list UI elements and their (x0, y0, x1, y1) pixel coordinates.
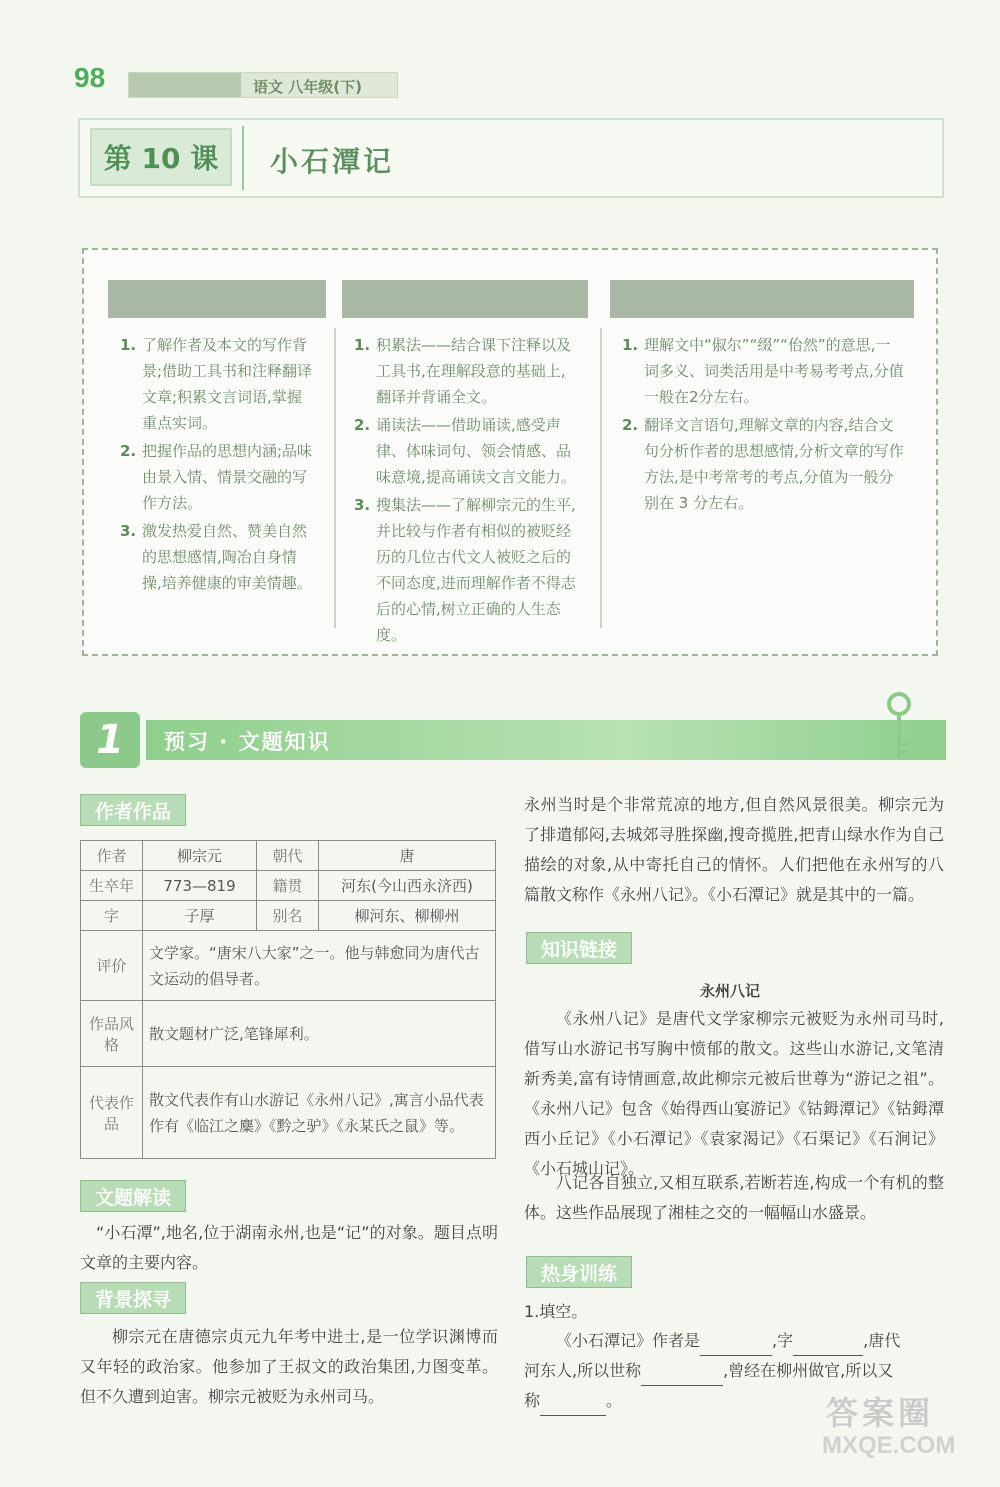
table-row (81, 841, 496, 871)
lesson-header (78, 118, 944, 198)
column-divider (600, 328, 602, 628)
page-number: 98 (74, 62, 106, 93)
column-divider (334, 328, 336, 628)
goal-number: 1. (354, 336, 371, 354)
question-line (524, 1326, 900, 1356)
goal-text: 了解作者及本文的写作背景;借助工具书和注释翻译文章;积累文言词语,掌握重点实词。 (142, 336, 313, 432)
question-text: ,曾经在柳州做官,所以又 (723, 1361, 894, 1380)
title-reading-tag: 文题解读 (80, 1180, 186, 1212)
goal-text: 翻译文言语句,理解文章的内容,结合文句分析作者的思想感情,分析文章的写作方法,是中考常考的考点,分值为一般分别在 3 分左右。 (644, 416, 904, 512)
table-cell: 作者 (81, 841, 143, 871)
goal-item (354, 332, 578, 410)
table-cell: 柳宗元 (143, 841, 257, 871)
background-tag: 背景探寻 (80, 1282, 186, 1314)
goals-column-1 (108, 280, 326, 630)
goal-text: 激发热爱自然、赞美自然的思想感情,陶冶自身情操,培养健康的审美情趣。 (142, 522, 312, 592)
section-number: 1 (80, 712, 140, 768)
header-bar (128, 72, 398, 98)
goal-number: 3. (354, 496, 371, 514)
answer-blank[interactable] (641, 1368, 723, 1386)
table-cell: 河东(今山西永济西) (319, 871, 496, 901)
table-cell: 评价 (81, 931, 143, 1001)
table-cell: 唐 (319, 841, 496, 871)
section-title: 预习 · 文题知识 (164, 730, 331, 754)
table-cell: 作品风格 (81, 1001, 143, 1067)
goal-number: 2. (622, 416, 639, 434)
lesson-divider (242, 126, 244, 190)
background-text: 柳宗元在唐德宗贞元九年考中进士,是一位学识渊博而又年轻的政治家。他参加了王叔文的政治集团,力图变革。但不久遭到迫害。柳宗元被贬为永州司马。 (80, 1327, 498, 1406)
goals-column-3 (610, 280, 914, 630)
goal-number: 1. (622, 336, 639, 354)
knowledge-paragraph-2: 八记各自独立,又相互联系,若断若连,构成一个有机的整体。这些作品展现了湘桂之交的一幅幅山水盛景。 (524, 1173, 944, 1222)
title-reading-text: “小石潭”,地名,位于湖南永州,也是“记”的对象。题目点明文章的主要内容。 (80, 1223, 498, 1272)
table-cell: 别名 (257, 901, 319, 931)
question-line (524, 1356, 900, 1386)
lesson-number-tag: 第 10 课 (90, 128, 232, 186)
table-cell: 代表作品 (81, 1067, 143, 1159)
table-cell: 朝代 (257, 841, 319, 871)
question-label: 1.填空。 (524, 1302, 588, 1321)
table-row (81, 871, 496, 901)
question-text: 。 (606, 1391, 623, 1410)
goal-item (120, 518, 316, 596)
subject-label: 语文 八年级(下) (253, 78, 362, 96)
learning-goals-box (82, 248, 938, 656)
goal-item (622, 332, 904, 410)
goals-column-header (610, 280, 914, 318)
goal-item (354, 492, 578, 648)
watermark-url: MXQE.COM (822, 1432, 956, 1459)
watermark (822, 1388, 990, 1472)
table-cell: 773—819 (143, 871, 257, 901)
table-row (81, 1067, 496, 1159)
goals-column-header (342, 280, 588, 318)
knowledge-title: 永州八记 (700, 982, 761, 1000)
table-cell: 生卒年 (81, 871, 143, 901)
knowledge-paragraph-1: 《永州八记》是唐代文学家柳宗元被贬为永州司马时,借写山水游记书写胸中愤郁的散文。这些山水游记,文笔清新秀美,富有诗情画意,故此柳宗元被后世尊为“游记之祖”。《永州八记》包含《始得西山宴游记》《钴鉧潭记》《钴鉧潭西小丘记》《小石潭记》《袁家渴记》《石渠记》《石涧记》《小石城山记》。 (524, 1009, 944, 1178)
lesson-title: 小石潭记 (270, 145, 395, 178)
table-cell: 散文题材广泛,笔锋犀利。 (143, 1001, 496, 1067)
goal-item (354, 412, 578, 490)
answer-blank[interactable] (793, 1338, 863, 1356)
goals-column-2 (342, 280, 588, 644)
table-row (81, 931, 496, 1001)
goals-column-header (108, 280, 326, 318)
answer-blank[interactable] (540, 1398, 606, 1416)
table-cell: 文学家。“唐宋八大家”之一。他与韩愈同为唐代古文运动的倡导者。 (143, 931, 496, 1001)
author-table (80, 840, 496, 1159)
right-intro-text: 永州当时是个非常荒凉的地方,但自然风景很美。柳宗元为了排遣郁闷,去城郊寻胜探幽,搜奇揽胜,把青山绿水作为自己描绘的对象,从中寄托自己的情怀。人们把他在永州写的八篇散文称作《永州八记》。《小石潭记》就是其中的一篇。 (524, 795, 944, 904)
goal-text: 诵读法——借助诵读,感受声律、体味词句、领会情感、品味意境,提高诵读文言文能力。 (376, 416, 576, 486)
watermark-logo: 答案圈 (826, 1394, 935, 1432)
goal-text: 积累法——结合课下注释以及工具书,在理解段意的基础上,翻译并背诵全文。 (376, 336, 572, 406)
table-row (81, 901, 496, 931)
table-cell: 散文代表作有山水游记《永州八记》,寓言小品代表作有《临江之麋》《黔之驴》《永某氏之鼠》等。 (143, 1067, 496, 1159)
key-icon (882, 692, 916, 762)
goal-number: 3. (120, 522, 137, 540)
goal-text: 把握作品的思想内涵;品味由景入情、情景交融的写作方法。 (142, 442, 313, 512)
question-text: 《小石潭记》作者是 (556, 1331, 701, 1350)
table-cell: 柳河东、柳柳州 (319, 901, 496, 931)
question-text: 河东人,所以世称 (524, 1361, 642, 1380)
knowledge-link-tag: 知识链接 (526, 932, 632, 964)
question-text: ,字 (772, 1331, 794, 1350)
table-row (81, 1001, 496, 1067)
question-text: 称 (524, 1391, 541, 1410)
answer-blank[interactable] (700, 1338, 772, 1356)
goal-item (120, 332, 316, 436)
goal-number: 2. (354, 416, 371, 434)
goal-number: 1. (120, 336, 137, 354)
table-cell: 籍贯 (257, 871, 319, 901)
goal-number: 2. (120, 442, 137, 460)
header-decoration (129, 73, 241, 97)
goal-text: 理解文中“俶尔”“缀”“佁然”的意思,一词多义、词类活用是中考易考考点,分值一般在2分左右。 (644, 336, 904, 406)
goal-item (622, 412, 904, 516)
table-cell: 子厚 (143, 901, 257, 931)
goal-text: 搜集法——了解柳宗元的生平,并比较与作者有相似的被贬经历的几位古代文人被贬之后的不同态度,进而理解作者不得志后的心情,树立正确的人生态度。 (376, 496, 576, 644)
table-cell: 字 (81, 901, 143, 931)
question-text: ,唐代 (863, 1331, 901, 1350)
goal-item (120, 438, 316, 516)
author-works-tag: 作者作品 (80, 794, 186, 826)
section-banner (80, 712, 946, 768)
warmup-tag: 热身训练 (526, 1256, 632, 1288)
